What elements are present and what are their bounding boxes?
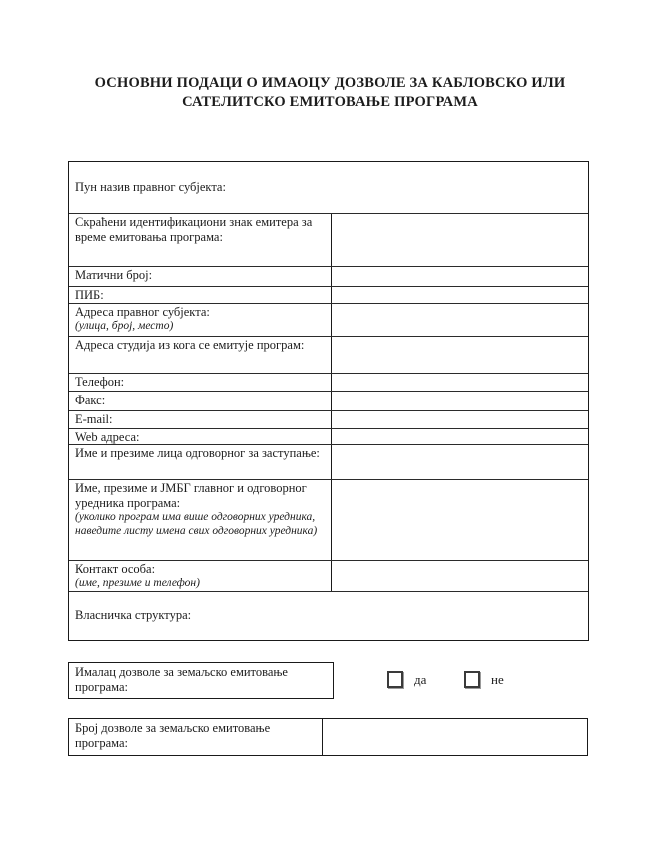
license-number-label: [69, 719, 323, 755]
row-label: [69, 337, 331, 373]
row-label: [69, 214, 331, 266]
row-label: [69, 180, 331, 195]
table-row-full-legal-name: [69, 162, 588, 214]
row-label-text: Име, презиме и ЈМБГ главног и одговорног уредника програма:: [75, 481, 307, 510]
row-value-cell[interactable]: [331, 374, 588, 391]
table-row-broadcast-id-sign: [69, 214, 588, 267]
terrestrial-license-option-no: [464, 671, 504, 688]
row-value-cell[interactable]: [331, 214, 588, 266]
row-label-text: E-mail:: [75, 412, 113, 426]
checkbox-no[interactable]: [464, 671, 480, 688]
row-label-text: Власничка структура:: [75, 608, 192, 622]
row-label: [69, 429, 331, 444]
page-title: [0, 74, 660, 112]
row-label-note: (име, презиме и телефон): [75, 577, 200, 589]
checkbox-yes-label: да: [414, 671, 427, 687]
row-label: [69, 374, 331, 391]
table-row-legal-entity-address: [69, 304, 588, 337]
table-row-company-reg-number: [69, 267, 588, 287]
row-label-text: Матични број:: [75, 268, 153, 282]
row-value-cell[interactable]: [331, 304, 588, 336]
page-title-line-1: ОСНОВНИ ПОДАЦИ О ИМАОЦУ ДОЗВОЛЕ ЗА КАБЛОВСКО ИЛИ: [94, 75, 566, 91]
row-label-text: Факс:: [75, 393, 106, 407]
table-row-phone: [69, 374, 588, 392]
row-label-text: Пун назив правног субјекта:: [75, 180, 226, 194]
checkbox-yes[interactable]: [387, 671, 403, 688]
applicant-info-table: [68, 161, 589, 641]
row-label-text: Web адреса:: [75, 430, 140, 444]
row-label: [69, 411, 331, 428]
row-label: [69, 392, 331, 410]
page-title-line-2: САТЕЛИТСКО ЕМИТОВАЊЕ ПРОГРАМА: [182, 94, 478, 110]
row-label: [69, 267, 331, 286]
row-label: [69, 287, 331, 303]
license-number-label-text: Број дозволе за земаљско емитовање програма:: [75, 721, 271, 750]
terrestrial-license-label-box: [68, 662, 334, 699]
row-label-text: Име и презиме лица одговорног за заступање:: [75, 446, 320, 460]
table-row-contact-person: [69, 561, 588, 592]
row-label-text: Скраћени идентификациони знак емитера за време емитовања програма:: [75, 215, 313, 244]
row-label: [69, 304, 331, 336]
terrestrial-license-label: Ималац дозволе за земаљско емитовање програма:: [75, 665, 288, 694]
checkbox-no-label: не: [491, 671, 504, 687]
table-row-tax-id: [69, 287, 588, 304]
row-value-cell[interactable]: [331, 411, 588, 428]
row-label-note: (уколико програм има више одговорних уредника, наведите листу имена свих одговорних уредника): [75, 511, 318, 537]
table-row-web-address: [69, 429, 588, 445]
row-label-text: Телефон:: [75, 375, 125, 389]
table-row-email: [69, 411, 588, 429]
row-label: [69, 445, 331, 479]
row-value-cell[interactable]: [331, 429, 588, 444]
table-row-studio-address: [69, 337, 588, 374]
row-label-note: (улица, број, место): [75, 320, 174, 332]
row-value-cell[interactable]: [331, 267, 588, 286]
row-label: [69, 480, 331, 560]
table-row-ownership-structure: [69, 592, 588, 639]
terrestrial-license-option-yes: [387, 671, 426, 688]
license-number-value-cell[interactable]: [323, 719, 587, 755]
row-value-cell[interactable]: [331, 287, 588, 303]
row-label-text: Адреса студија из кога се емитује програм:: [75, 338, 305, 352]
license-number-table: [68, 718, 588, 756]
row-label-text: Адреса правног субјекта:: [75, 305, 210, 319]
table-row-legal-representative: [69, 445, 588, 480]
row-value-cell[interactable]: [331, 480, 588, 560]
row-value-cell[interactable]: [331, 561, 588, 591]
row-value-cell[interactable]: [331, 445, 588, 479]
row-value-cell[interactable]: [331, 392, 588, 410]
row-label-text: ПИБ:: [75, 288, 104, 302]
row-value-cell[interactable]: [331, 337, 588, 373]
table-row-editor-in-chief: [69, 480, 588, 561]
row-label: [69, 561, 331, 591]
table-row-fax: [69, 392, 588, 411]
row-label: [69, 608, 331, 623]
row-label-text: Контакт особа:: [75, 562, 156, 576]
